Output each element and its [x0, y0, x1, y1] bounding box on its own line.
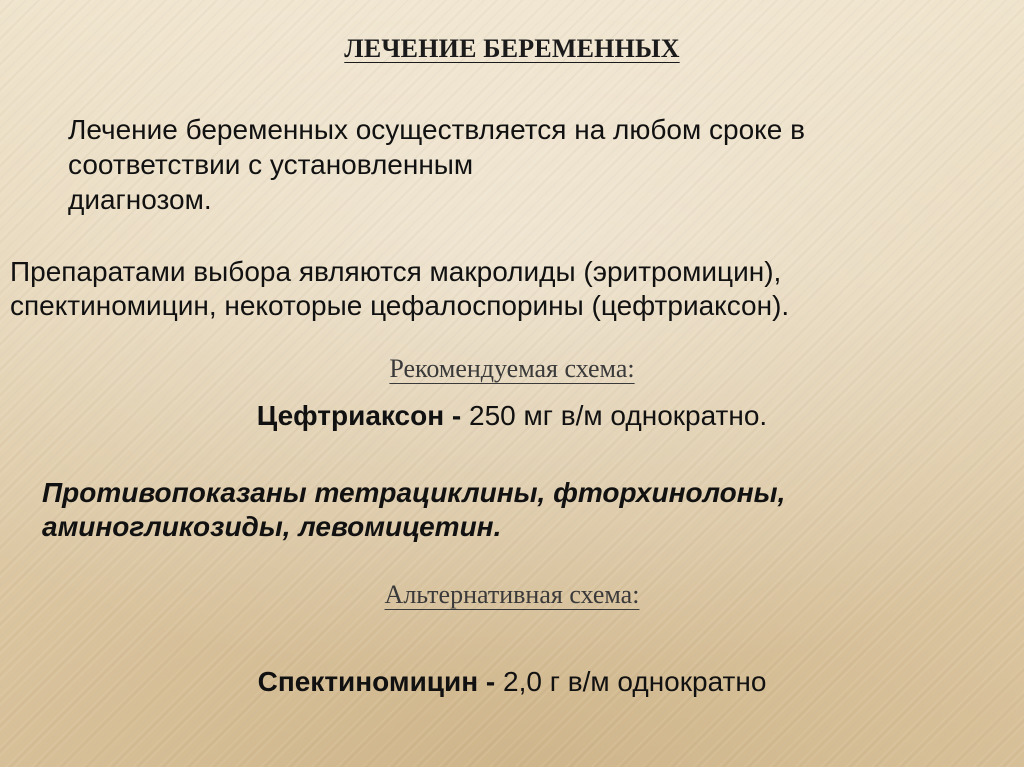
- slide-title: ЛЕЧЕНИЕ БЕРЕМЕННЫХ: [344, 34, 680, 63]
- paragraph-treatment-any-term: [68, 112, 968, 217]
- alternative-dose: 2,0 г в/м однократно: [495, 666, 767, 697]
- alternative-drug: Спектиномицин -: [257, 666, 496, 697]
- recommended-regimen: [0, 400, 1024, 432]
- alternative-scheme-heading: Альтернативная схема:: [384, 580, 640, 609]
- paragraph-line: соответствии с установленным: [68, 149, 474, 180]
- recommended-dose: 250 мг в/м однократно.: [461, 400, 768, 431]
- contraindications: [42, 476, 1022, 544]
- contraindications-line: аминогликозиды, левомицетин.: [42, 511, 502, 543]
- paragraph-drugs-of-choice: [10, 255, 1010, 323]
- alternative-regimen: [0, 666, 1024, 698]
- recommended-drug: Цефтриаксон -: [256, 400, 462, 431]
- recommended-scheme-heading: Рекомендуемая схема:: [389, 354, 635, 383]
- paragraph-line: спектиномицин, некоторые цефалоспорины (цефтриаксон).: [10, 290, 790, 322]
- contraindications-line: Противопоказаны тетрациклины, фторхинолоны,: [42, 477, 786, 508]
- paragraph-line: диагнозом.: [68, 184, 212, 215]
- paragraph-line: Лечение беременных осуществляется на любом сроке в: [68, 114, 805, 145]
- paragraph-line: Препаратами выбора являются макролиды (эритромицин),: [10, 256, 782, 287]
